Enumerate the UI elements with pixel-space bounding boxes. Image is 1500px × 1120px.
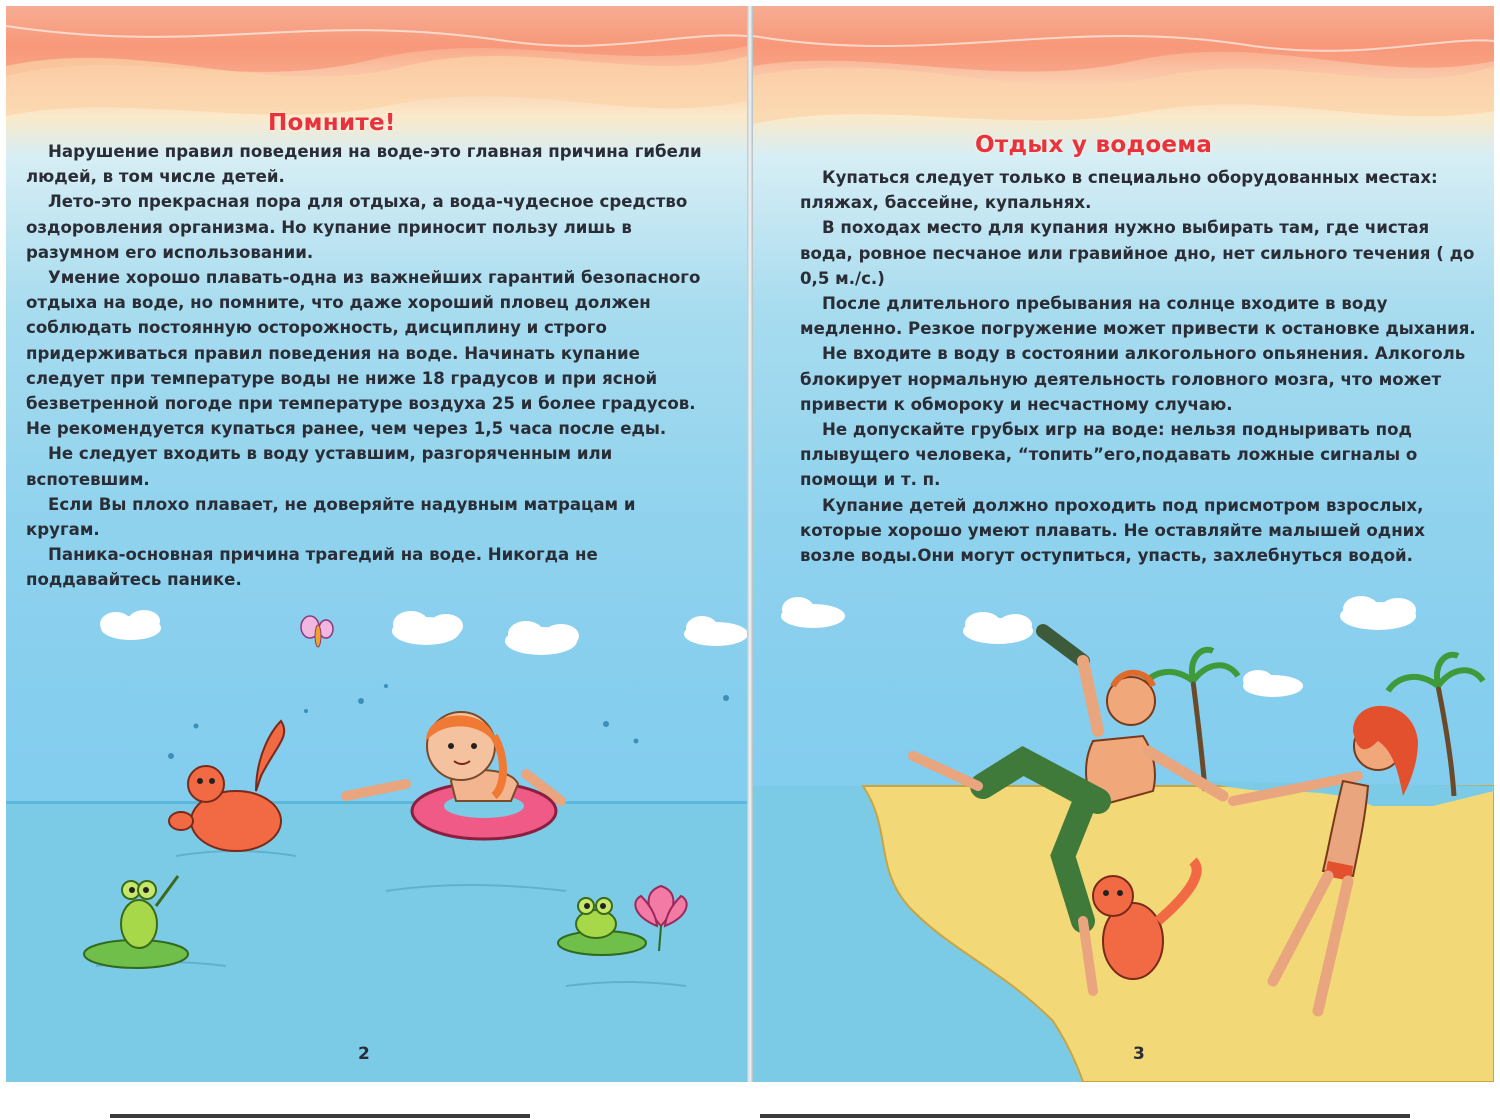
swimming-illustration	[6, 606, 747, 1082]
paragraph: Не следует входить в воду уставшим, разгоряченным или вспотевшим.	[26, 444, 613, 489]
page-heading: Помните!	[268, 110, 396, 136]
paragraph: Купаться следует только в специально оборудованных местах: пляжах, бассейне, купальнях.	[800, 168, 1438, 213]
cloud-icon	[781, 596, 1416, 697]
left-page	[6, 6, 747, 1082]
page-number: 2	[358, 1044, 370, 1064]
butterfly-icon	[301, 616, 333, 647]
paragraph: Не допускайте грубых игр на воде: нельзя подныривать под плывущего человека, “топить”его,подавать ложные сигналы о помощи и т. п.	[800, 420, 1418, 490]
cloud-icon	[100, 610, 747, 655]
body-text	[800, 165, 1476, 568]
beach-illustration	[753, 591, 1494, 1082]
paragraph: Нарушение правил поведения на воде-это главная причина гибели людей, в том числе детей.	[26, 142, 702, 187]
paragraph: Если Вы плохо плавает, не доверяйте надувным матрацам и кругам.	[26, 494, 636, 540]
right-page	[753, 6, 1494, 1082]
scan-margin	[0, 1082, 1500, 1120]
paragraph: Не входите в воду в состоянии алкогольного опьянения. Алкоголь блокирует нормальную деятельность головного мозга, что может привести к обмороку и несчастному случаю.	[800, 344, 1466, 414]
paragraph: После длительного пребывания на солнце входите в воду медленно. Резкое погружение может привести к остановке дыхания.	[800, 294, 1476, 339]
body-text	[26, 139, 706, 593]
page-heading: Отдых у водоема	[975, 132, 1213, 158]
paragraph: Умение хорошо плавать-одна из важнейших гарантий безопасного отдыха на воде, но помните, что даже хороший пловец должен соблюдать постоянную осторожность, дисциплину и строго придерживаться правил поведения на воде. Начинать купание следует при температуре воды не ниже 18 градусов и при ясной безветренной погоде при температуре воздуха 25 и более градусов. Не рекомендуется купаться ранее, чем через 1,5 часа после еды.	[26, 268, 701, 439]
frog-illustration	[576, 898, 616, 938]
paragraph: Лето-это прекрасная пора для отдыха, а вода-чудесное средство оздоровления организма. Но купание приносит пользу лишь в разумном его использовании.	[26, 192, 688, 262]
bottle-icon	[1043, 631, 1083, 661]
page-number: 3	[1133, 1044, 1145, 1064]
paragraph: Паника-основная причина трагедий на воде. Никогда не поддавайтесь панике.	[26, 545, 598, 590]
paragraph: Купание детей должно проходить под присмотром взрослых, которые хорошо умеют плавать. Не оставляйте малышей одних возле воды.Они могут оступиться, упасть, захлебнуться водой.	[800, 495, 1425, 566]
paragraph: В походах место для купания нужно выбирать там, где чистая вода, ровное песчаное или гравийное дно, нет сильного течения ( до 0,5 м./с.)	[800, 218, 1475, 288]
palm-tree-icon	[1143, 650, 1238, 791]
sunset-sky-decoration	[753, 6, 1494, 136]
